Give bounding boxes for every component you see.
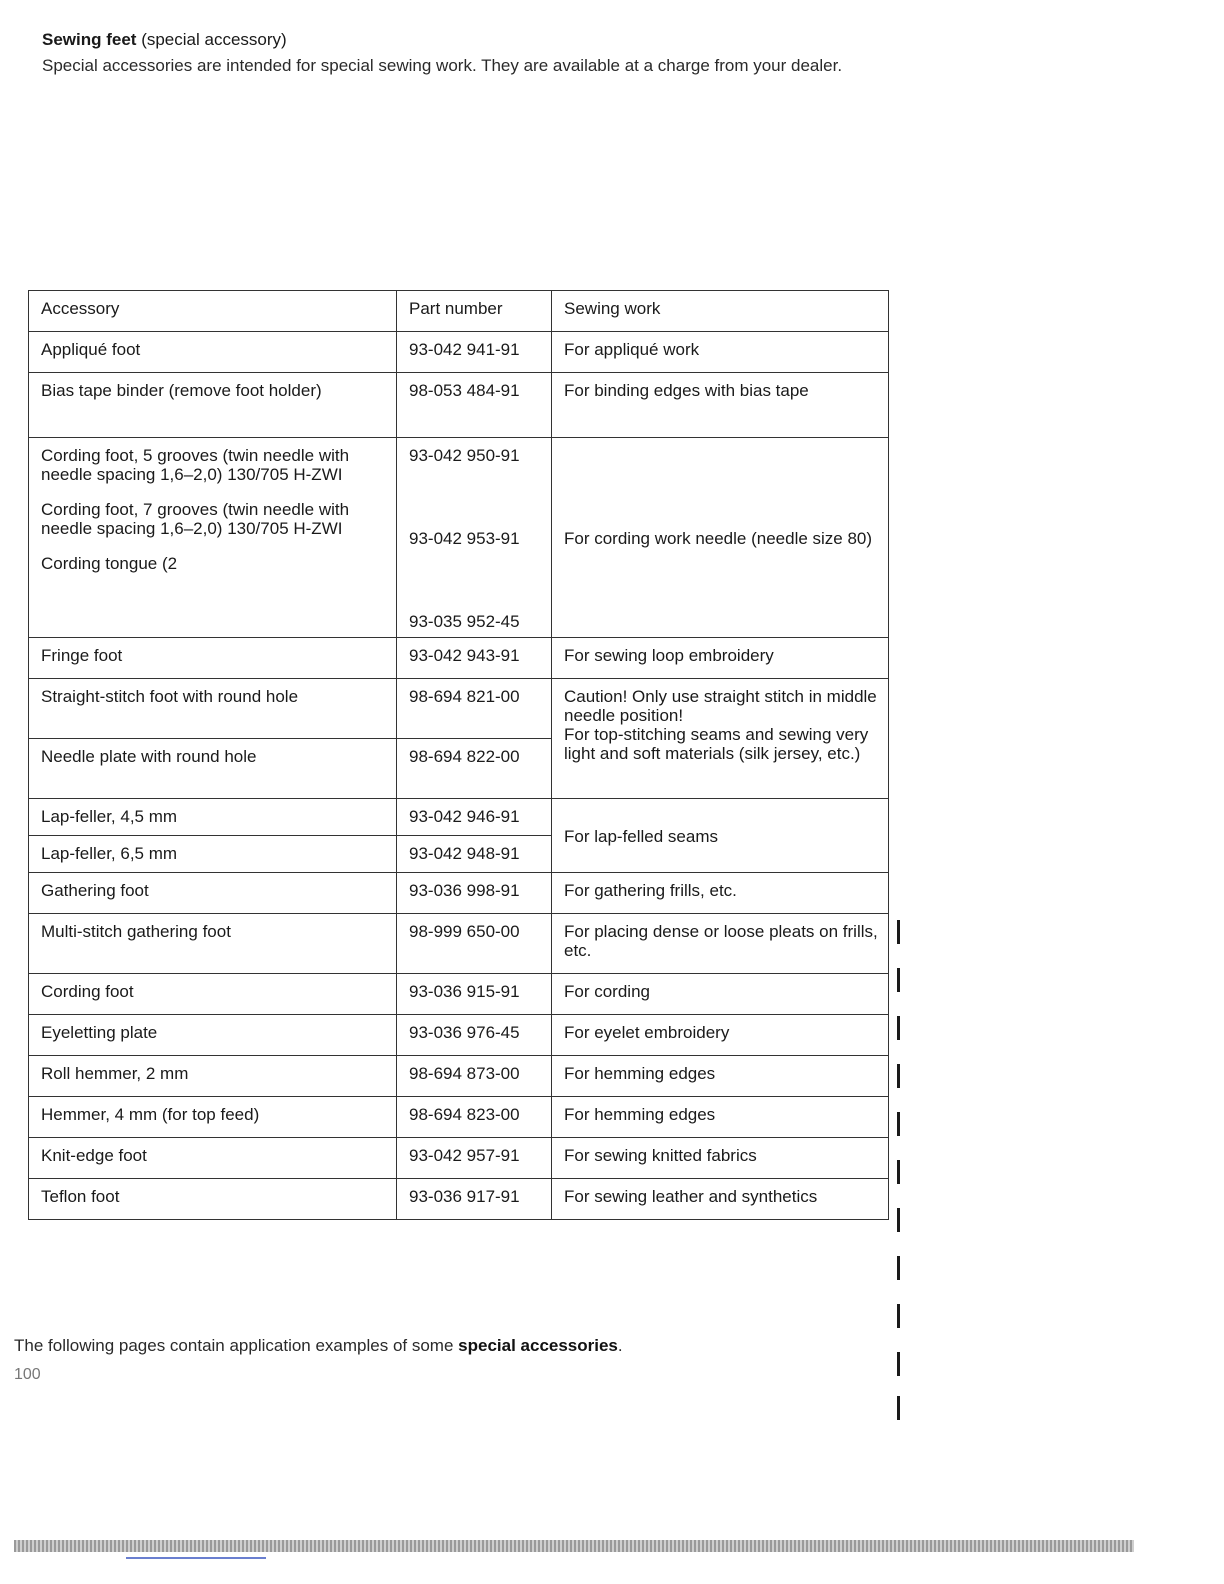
change-bar-mark (897, 1352, 900, 1376)
accessories-table (28, 290, 889, 1220)
sewing-work-cell: For appliqué work (552, 332, 889, 373)
sewing-work-cell: For hemming edges (552, 1097, 889, 1138)
accessory-cell: Bias tape binder (remove foot holder) (29, 373, 397, 438)
topstitching-text: For top-stitching seams and sewing very light and soft materials (silk jersey, etc.) (564, 725, 869, 763)
accessory-cording-7: Cording foot, 7 grooves (twin needle with needle spacing 1,6–2,0) 130/705 H-ZWI (41, 500, 350, 538)
section-title-rest: (special accessory) (136, 30, 287, 49)
part-number-cell: 98-999 650-00 (397, 914, 552, 974)
part-number-cell: 93-042 943-91 (397, 638, 552, 679)
accessory-cell: Appliqué foot (29, 332, 397, 373)
accessory-cell: Teflon foot (29, 1179, 397, 1220)
table-row (29, 1179, 889, 1220)
change-bar-mark (897, 968, 900, 992)
part-number-cell: 93-042 941-91 (397, 332, 552, 373)
change-bar-mark (897, 1208, 900, 1232)
sewing-work-cell: For sewing leather and synthetics (552, 1179, 889, 1220)
accessory-cell: Cording foot (29, 974, 397, 1015)
part-number-cell: 93-042 957-91 (397, 1138, 552, 1179)
page-number: 100 (14, 1366, 41, 1383)
sewing-work-cell: For binding edges with bias tape (552, 373, 889, 438)
table-header-row (29, 291, 889, 332)
sewing-work-lap-felled: For lap-felled seams (552, 799, 889, 873)
part-number-cell-group (397, 438, 552, 638)
accessory-cell-group (29, 438, 397, 638)
part-cording-5: 93-042 950-91 (409, 446, 520, 465)
caution-text: Caution! Only use straight stitch in middle needle position! (564, 687, 877, 725)
header-accessory: Accessory (29, 291, 397, 332)
sewing-work-straight-stitch (552, 679, 889, 799)
part-number-cell: 98-694 822-00 (397, 739, 552, 799)
table-row (29, 638, 889, 679)
table-row (29, 1097, 889, 1138)
sewing-work-cell: For placing dense or loose pleats on frills, etc. (552, 914, 889, 974)
accessory-cell: Lap-feller, 4,5 mm (29, 799, 397, 836)
footer-note-bold: special accessories (458, 1336, 618, 1355)
accessory-cell: Straight-stitch foot with round hole (29, 679, 397, 739)
accessory-cell: Fringe foot (29, 638, 397, 679)
footer-note-end: . (617, 1336, 623, 1355)
table-row (29, 1015, 889, 1056)
section-title-bold: Sewing feet (42, 30, 137, 49)
table-row (29, 914, 889, 974)
sewing-work-cell: For gathering frills, etc. (552, 873, 889, 914)
accessory-cell: Gathering foot (29, 873, 397, 914)
footer-note-text: The following pages contain application examples of some (14, 1336, 459, 1355)
part-number-cell: 98-694 821-00 (397, 679, 552, 739)
part-number-cell: 98-694 823-00 (397, 1097, 552, 1138)
change-bar-mark (897, 1016, 900, 1040)
page-header (42, 28, 902, 78)
change-bar-mark (897, 1304, 900, 1328)
table-row (29, 1056, 889, 1097)
part-number-cell: 93-036 915-91 (397, 974, 552, 1015)
table-row (29, 873, 889, 914)
change-bar-mark (897, 1064, 900, 1088)
part-number-cell: 93-042 948-91 (397, 836, 552, 873)
part-cording-7: 93-042 953-91 (409, 529, 520, 548)
sewing-work-cording: For cording work needle (needle size 80) (552, 438, 889, 638)
part-number-cell: 93-036 917-91 (397, 1179, 552, 1220)
accessory-cell: Eyeletting plate (29, 1015, 397, 1056)
accessory-cell: Needle plate with round hole (29, 739, 397, 799)
header-part-number: Part number (397, 291, 552, 332)
table-row-cording-group (29, 438, 889, 638)
accessory-cording-tongue: Cording tongue (2 (41, 554, 178, 573)
sewing-work-cell: For sewing loop embroidery (552, 638, 889, 679)
change-bar-mark (897, 1256, 900, 1280)
scan-edge-strip (14, 1540, 1134, 1552)
part-cording-tongue: 93-035 952-45 (409, 612, 520, 631)
accessory-cording-5: Cording foot, 5 grooves (twin needle with needle spacing 1,6–2,0) 130/705 H-ZWI (41, 446, 350, 484)
scan-edge-line (126, 1557, 266, 1559)
accessory-cell: Hemmer, 4 mm (for top feed) (29, 1097, 397, 1138)
intro-text: Special accessories are intended for special sewing work. They are available at a charge from your dealer. (42, 56, 843, 75)
part-number-cell: 98-694 873-00 (397, 1056, 552, 1097)
change-bar-mark (897, 1160, 900, 1184)
table-row (29, 799, 889, 836)
accessory-cell: Roll hemmer, 2 mm (29, 1056, 397, 1097)
section-title (42, 28, 902, 52)
change-bar-mark (897, 1112, 900, 1136)
header-sewing-work: Sewing work (552, 291, 889, 332)
footer-note (14, 1336, 623, 1356)
accessory-cell: Knit-edge foot (29, 1138, 397, 1179)
accessory-cell: Multi-stitch gathering foot (29, 914, 397, 974)
table-row (29, 1138, 889, 1179)
sewing-work-cell: For cording (552, 974, 889, 1015)
part-number-cell: 93-036 998-91 (397, 873, 552, 914)
change-bar-mark (897, 1396, 900, 1420)
table-row (29, 373, 889, 438)
sewing-work-cell: For eyelet embroidery (552, 1015, 889, 1056)
table-row (29, 974, 889, 1015)
part-number-cell: 93-042 946-91 (397, 799, 552, 836)
sewing-work-cell: For sewing knitted fabrics (552, 1138, 889, 1179)
change-bar-mark (897, 920, 900, 944)
accessory-cell: Lap-feller, 6,5 mm (29, 836, 397, 873)
part-number-cell: 98-053 484-91 (397, 373, 552, 438)
table-row (29, 332, 889, 373)
margin-change-bars (893, 920, 905, 1420)
sewing-work-cell: For hemming edges (552, 1056, 889, 1097)
part-number-cell: 93-036 976-45 (397, 1015, 552, 1056)
table-row (29, 679, 889, 739)
